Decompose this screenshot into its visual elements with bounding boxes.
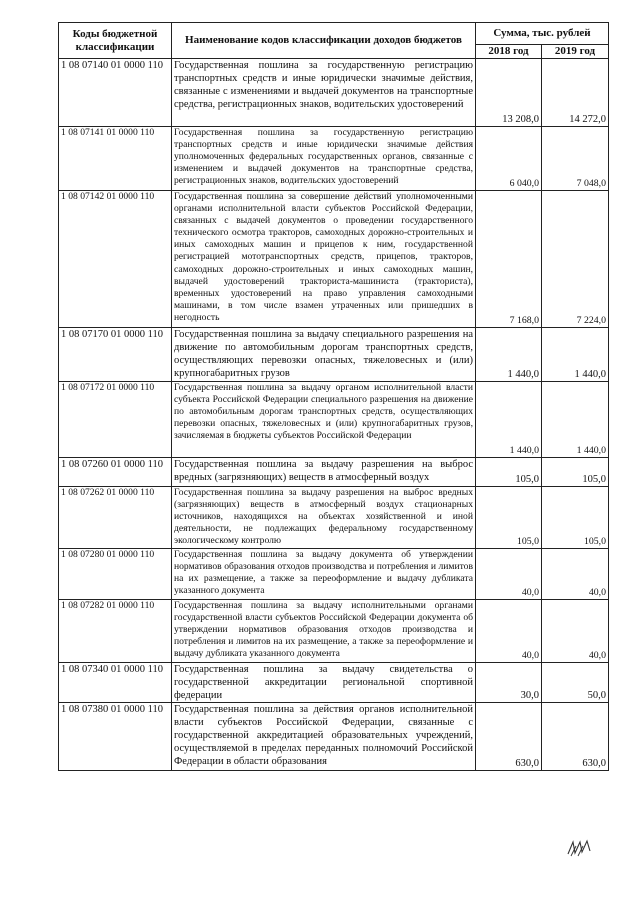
row-name: Государственная пошлина за государственную регистрацию транспортных средств и иные юридически значимые действия, связанные с изменениями и выдачей документов на транспортные средства, регистрационных знаков, водительских удостоверений	[172, 59, 476, 127]
row-value-2019: 105,0	[542, 487, 609, 549]
row-value-2018: 13 208,0	[476, 59, 542, 127]
header-year-2018: 2018 год	[476, 45, 542, 59]
row-name: Государственная пошлина за выдачу разрешения на выброс вредных (загрязняющих) веществ в атмосферный воздух	[172, 458, 476, 487]
table-row	[59, 59, 609, 127]
table-row	[59, 703, 609, 771]
row-code: 1 08 07141 01 0000 110	[59, 127, 172, 191]
table-row	[59, 382, 609, 458]
row-name: Государственная пошлина за выдачу специального разрешения на движение по автомобильным дорогам транспортных средств, осуществляющих перевозки опасных, тяжеловесных и (или) крупногабаритных грузов	[172, 328, 476, 382]
row-value-2018: 40,0	[476, 600, 542, 663]
row-value-2019: 40,0	[542, 549, 609, 600]
row-value-2019: 1 440,0	[542, 328, 609, 382]
header-name: Наименование кодов классификации доходов бюджетов	[172, 23, 476, 59]
row-value-2019: 630,0	[542, 703, 609, 771]
row-code: 1 08 07340 01 0000 110	[59, 663, 172, 703]
header-codes: Коды бюджетной классификации	[59, 23, 172, 59]
row-name: Государственная пошлина за действия органов исполнительной власти субъектов Российской Федерации, связанные с государственной аккредитацией образовательных учреждений, осуществляемой в пределах переданных полномочий Российской Федерации в области образования	[172, 703, 476, 771]
table-row	[59, 549, 609, 600]
table-row	[59, 600, 609, 663]
row-value-2019: 1 440,0	[542, 382, 609, 458]
table-row	[59, 328, 609, 382]
header-sum: Сумма, тыс. рублей	[476, 23, 609, 45]
row-value-2019: 50,0	[542, 663, 609, 703]
header-year-2019: 2019 год	[542, 45, 609, 59]
row-name: Государственная пошлина за выдачу разрешения на выброс вредных (загрязняющих) веществ в атмосферный воздух стационарных источников, находящихся на объектах хозяйственной и иной деятельности, не подлежащих федеральному государственному экологическому контролю	[172, 487, 476, 549]
row-name: Государственная пошлина за выдачу органом исполнительной власти субъекта Российской Федерации специального разрешения на движение по автомобильным дорогам транспортных средств, осуществляющих перевозки опасных, тяжеловесных и (или) крупногабаритных грузов, зачисляемая в бюджеты субъектов Российской Федерации	[172, 382, 476, 458]
row-value-2019: 105,0	[542, 458, 609, 487]
row-value-2018: 7 168,0	[476, 191, 542, 328]
table-row	[59, 127, 609, 191]
row-value-2018: 40,0	[476, 549, 542, 600]
revenue-table	[58, 22, 609, 771]
row-name: Государственная пошлина за государственную регистрацию транспортных средств и иные юридически значимые действия уполномоченных федеральных государственных органов, связанные с изменением и выдачей документов на транспортные средства, регистрационных знаков, водительских удостоверений	[172, 127, 476, 191]
row-code: 1 08 07282 01 0000 110	[59, 600, 172, 663]
row-value-2018: 1 440,0	[476, 382, 542, 458]
row-value-2018: 30,0	[476, 663, 542, 703]
row-code: 1 08 07142 01 0000 110	[59, 191, 172, 328]
row-value-2019: 14 272,0	[542, 59, 609, 127]
handwritten-mark	[566, 838, 594, 858]
row-code: 1 08 07140 01 0000 110	[59, 59, 172, 127]
table-row	[59, 487, 609, 549]
row-code: 1 08 07172 01 0000 110	[59, 382, 172, 458]
row-name: Государственная пошлина за совершение действий уполномоченными органами исполнительной власти субъектов Российской Федерации, связанных с выдачей документов о проведении государственного технического осмотра тракторов, самоходных дорожно-строительных и иных самоходных машин и прицепов к ним, государственной регистрацией мототранспортных средств, прицепов, тракторов, самоходных дорожно-строительных и иных самоходных машин, выдачей удостоверений тракториста-машиниста (тракториста), временных удостоверений на право управления самоходными машинами, в том числе взамен утраченных или пришедших в негодность	[172, 191, 476, 328]
row-value-2019: 40,0	[542, 600, 609, 663]
row-value-2018: 1 440,0	[476, 328, 542, 382]
document-page	[58, 22, 608, 771]
row-code: 1 08 07262 01 0000 110	[59, 487, 172, 549]
row-value-2019: 7 224,0	[542, 191, 609, 328]
row-name: Государственная пошлина за выдачу исполнительными органами государственной власти субъектов Российской Федерации документа об утверждении нормативов образования отходов производства и потребления и лимитов на их размещение, а также за переоформление и выдачу дубликата указанного документа	[172, 600, 476, 663]
row-code: 1 08 07170 01 0000 110	[59, 328, 172, 382]
row-value-2018: 630,0	[476, 703, 542, 771]
row-value-2019: 7 048,0	[542, 127, 609, 191]
row-value-2018: 105,0	[476, 487, 542, 549]
row-code: 1 08 07380 01 0000 110	[59, 703, 172, 771]
row-value-2018: 6 040,0	[476, 127, 542, 191]
table-row	[59, 191, 609, 328]
row-value-2018: 105,0	[476, 458, 542, 487]
table-row	[59, 663, 609, 703]
table-row	[59, 458, 609, 487]
row-name: Государственная пошлина за выдачу документа об утверждении нормативов образования отходов производства и потребления и лимитов на их размещение, а также за переоформление и выдачу дубликата указанного документа	[172, 549, 476, 600]
row-code: 1 08 07260 01 0000 110	[59, 458, 172, 487]
row-name: Государственная пошлина за выдачу свидетельства о государственной аккредитации региональной спортивной федерации	[172, 663, 476, 703]
row-code: 1 08 07280 01 0000 110	[59, 549, 172, 600]
